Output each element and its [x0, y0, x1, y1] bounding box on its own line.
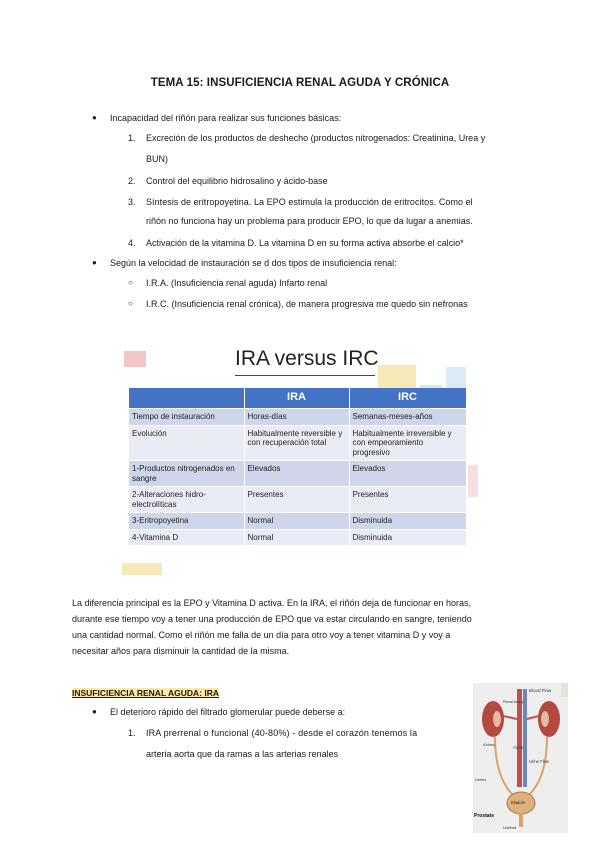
table-header: IRA [244, 388, 349, 409]
table-cell: Semanas-meses-años [349, 409, 466, 426]
label-ureter: Ureter [475, 777, 487, 782]
label-bladder: Bladder [511, 800, 526, 805]
table-row [129, 461, 466, 487]
table-cell: Presentes [349, 487, 466, 513]
list-item-text: riñón no funciona hay un problema para producir EPO, lo que da lugar a anemias. [146, 216, 473, 226]
list-number: 4. [128, 238, 136, 248]
table-cell: 4-Vitamina D [129, 529, 244, 545]
list-item-text: Control del equilibrio hidrosalino y ácido-base [146, 176, 328, 186]
table-row [129, 425, 466, 461]
label-kidney: Kidney [483, 742, 496, 747]
slide-title-underline [235, 375, 375, 376]
table-cell: 1-Productos nitrogenados en sangre [129, 461, 244, 487]
table-cell: Horas-días [244, 409, 349, 426]
label-blood-flow: Blood Flow [529, 688, 552, 693]
bullet-dot: ● [92, 258, 97, 267]
sub-item: I.R.C. (Insuficiencia renal crónica), de manera progresiva me quedo sin nefronas [146, 299, 468, 309]
bullet-dot: ● [92, 707, 97, 716]
table-cell: Habitualmente reversible y con recuperación total [244, 425, 349, 461]
sub-item: I.R.A. (Insuficiencia renal aguda) Infarto renal [146, 278, 328, 288]
comparison-table [129, 388, 467, 545]
table-header-row [129, 388, 466, 409]
label-urine-flow: Urine Flow [529, 759, 550, 764]
table-cell: Disminuida [349, 513, 466, 530]
table-cell: Habitualmente irreversible y con empeoramiento progresivo [349, 425, 466, 461]
decor-square [468, 465, 478, 497]
paragraph-line: La diferencia principal es la EPO y Vitamina D activa. En la IRA, el riñón deja de funcionar en horas, [72, 598, 472, 608]
table-cell: Presentes [244, 487, 349, 513]
table-cell: Elevados [244, 461, 349, 487]
table-cell: Disminuida [349, 529, 466, 545]
list-item-text: BUN) [146, 154, 168, 164]
section-heading: INSUFICIENCIA RENAL AGUDA: IRA [72, 688, 220, 698]
circle-bullet: ○ [128, 278, 133, 287]
list-number: 3. [128, 197, 136, 207]
section-bullet: El deterioro rápido del filtrado glomerular puede deberse a: [110, 707, 346, 717]
table-row [129, 409, 466, 426]
intro-bullet-2: Según la velocidad de instauración se d dos tipos de insuficiencia renal: [110, 258, 397, 268]
decor-square [124, 351, 146, 367]
list-item-text: IRA prerrenal o funcional (40-80%) - desde el corazón tenemos la [146, 728, 418, 738]
list-item-text: Activación de la vitamina D. La vitamina D en su forma activa absorbe el calcio* [146, 238, 464, 248]
list-item-text: arteria aorta que da ramas a las arterias renales [146, 749, 339, 759]
decor-square [122, 563, 162, 575]
slide-title: IRA versus IRC [235, 347, 379, 370]
label-urethra: Urethra [503, 825, 517, 830]
kidney-illustration [473, 683, 568, 833]
table-row [129, 513, 466, 530]
table-row [129, 529, 466, 545]
list-number: 2. [128, 176, 136, 186]
paragraph-line: durante ese tiempo voy a tener una producción de EPO que va estar circulando en sangre, teniendo [72, 614, 472, 624]
table-cell: Evolución [129, 425, 244, 461]
list-number: 1. [128, 728, 136, 738]
list-item-text: Síntesis de eritropoyetina. La EPO estimula la producción de eritrocitos. Como el [146, 197, 473, 207]
table-cell: Normal [244, 513, 349, 530]
table-header [129, 388, 244, 409]
table-cell: 3-Eritropoyetina [129, 513, 244, 530]
circle-bullet: ○ [128, 299, 133, 308]
slide-image [120, 345, 480, 577]
paragraph-line: una cantidad normal. Como el riñón me falla de un día para otro voy a tener vitamina D y voy a [72, 630, 451, 640]
page-title: TEMA 15: INSUFICIENCIA RENAL AGUDA Y CRÓNICA [150, 77, 450, 89]
table-cell: 2-Alteraciones hidro-electrolíticas [129, 487, 244, 513]
list-number: 1. [128, 133, 136, 143]
table-header: IRC [349, 388, 466, 409]
label-aorta: Aorta [513, 745, 524, 750]
label-prostate: Prostate [474, 813, 495, 819]
bullet-dot: ● [92, 113, 97, 122]
kidney-diagram-svg [473, 683, 568, 833]
paragraph-line: necesitar años para disminuir la cantidad de la misma. [72, 646, 290, 656]
table-cell: Normal [244, 529, 349, 545]
list-item-text: Excreción de los productos de deshecho (productos nitrogenados: Creatinina, Urea y [146, 133, 486, 143]
intro-bullet-1: Incapacidad del riñón para realizar sus funciones básicas: [110, 113, 342, 123]
table-cell: Elevados [349, 461, 466, 487]
table-row [129, 487, 466, 513]
table-cell: Tiempo de instauración [129, 409, 244, 426]
label-renal-artery: Renal Artery [503, 700, 524, 704]
